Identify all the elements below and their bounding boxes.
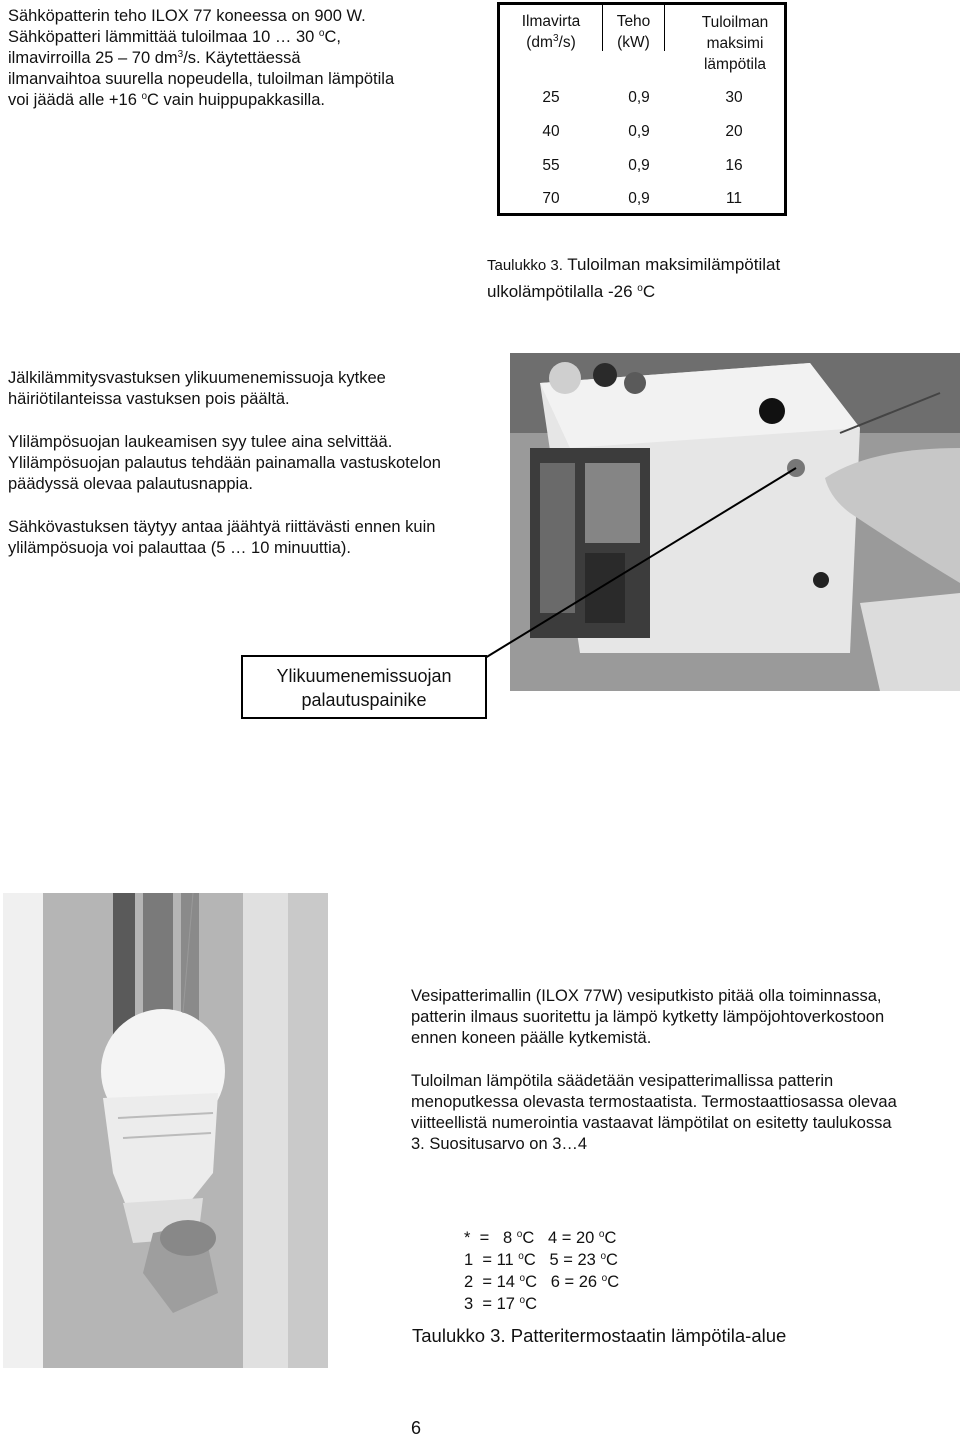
thermostat-photo: [3, 893, 328, 1368]
temp-row: 2 = 14 $^o$C 6 = 26 $^o$C: [464, 1273, 620, 1291]
intro-paragraph: [8, 6, 394, 111]
temp-row: 3 = 17 $^o$C: [464, 1295, 537, 1313]
intro-line: voi jäädä alle +16 $^o$C vain huippupakkasilla.: [8, 91, 325, 109]
cell-temp: 16: [725, 157, 743, 174]
intro-line: ilmavirroilla 25 – 70 $dm^3/s$. Käytettäessä: [8, 49, 301, 67]
paragraph-line: 3. Suositusarvo on 3…4: [411, 1135, 588, 1153]
cell-temp: 20: [725, 123, 743, 140]
cell-power: 0,9: [628, 123, 650, 140]
paragraph-line: häiriötilanteissa vastuksen pois päältä.: [8, 390, 290, 408]
temp-row: * = 8 $^o$C 4 = 20 $^o$C: [464, 1229, 617, 1247]
cell-airflow: 70: [542, 190, 560, 207]
paragraph-line: Ylilämpösuojan palautus tehdään painamalla vastuskotelon: [8, 454, 441, 472]
cell-temp: 11: [725, 190, 743, 207]
cell-airflow: 25: [542, 89, 560, 106]
paragraph-line: viitteellistä numerointia vastaavat lämpötilat on esitetty taulukossa: [411, 1114, 892, 1132]
paragraph-line: Tuloilman lämpötila säädetään vesipatterimallissa patterin: [411, 1072, 834, 1090]
paragraph-line: menoputkessa olevasta termostaatista. Termostaattiosassa olevaa: [411, 1093, 897, 1111]
intro-line: ilmanvaihtoa suurella nopeudella, tuloilman lämpötila: [8, 70, 395, 88]
page-number: 6: [411, 1418, 422, 1438]
paragraph-line: ennen koneen päälle kytkemistä.: [411, 1029, 652, 1047]
table-caption: Taulukko 3. Tuloilman maksimilämpötilat ulkolämpötilalla -26 $^o$C: [487, 255, 781, 301]
paragraph-line: patterin ilmaus suoritettu ja lämpö kytketty lämpöjohtoverkostoon: [411, 1008, 885, 1026]
cell-power: 0,9: [628, 157, 650, 174]
header-power: Teho (kW): [616, 13, 651, 51]
header-airflow: Ilmavirta $(dm^3/s)$: [521, 13, 581, 51]
paragraph-line: Sähkövastuksen täytyy antaa jäähtyä riittävästi ennen kuin: [8, 518, 436, 536]
intro-line: Sähköpatteri lämmittää tuloilmaa 10 … 30 $^o$C,: [8, 28, 341, 46]
table-row: [500, 123, 784, 143]
temp-row: 1 = 11 $^o$C 5 = 23 $^o$C: [464, 1251, 618, 1269]
header-max-temp: Tuloilman maksimi lämpötila: [701, 14, 769, 73]
table-row: [500, 89, 784, 109]
cell-airflow: 55: [542, 157, 560, 174]
paragraph-line: Jälkilämmitysvastuksen ylikuumenemissuoja kytkee: [8, 369, 386, 387]
intro-line: Sähköpatterin teho ILOX 77 koneessa on 900 W.: [8, 7, 366, 25]
callout-pointer-line: [480, 465, 800, 665]
cell-power: 0,9: [628, 89, 650, 106]
reset-button-callout: Ylikuumenemissuojan palautuspainike: [241, 655, 487, 719]
table-row: [500, 190, 784, 210]
thermostat-temperature-list: [464, 1227, 619, 1315]
overheat-protection-text: [8, 368, 498, 559]
paragraph-line: Ylilämpösuojan laukeamisen syy tulee aina selvittää.: [8, 433, 393, 451]
paragraph-line: päädyssä olevaa palautusnappia.: [8, 475, 253, 493]
cell-temp: 30: [725, 89, 743, 106]
cell-airflow: 40: [542, 123, 560, 140]
table-caption-thermostat: Taulukko 3. Patteritermostaatin lämpötila-alue: [412, 1325, 787, 1346]
water-coil-text: [411, 986, 951, 1155]
paragraph-line: ylilämpösuoja voi palauttaa (5 … 10 minuuttia).: [8, 539, 352, 557]
paragraph-line: Vesipatterimallin (ILOX 77W) vesiputkisto pitää olla toiminnassa,: [411, 987, 882, 1005]
cell-power: 0,9: [628, 190, 650, 207]
table-row: [500, 157, 784, 177]
supply-air-temperature-table: [497, 2, 787, 216]
